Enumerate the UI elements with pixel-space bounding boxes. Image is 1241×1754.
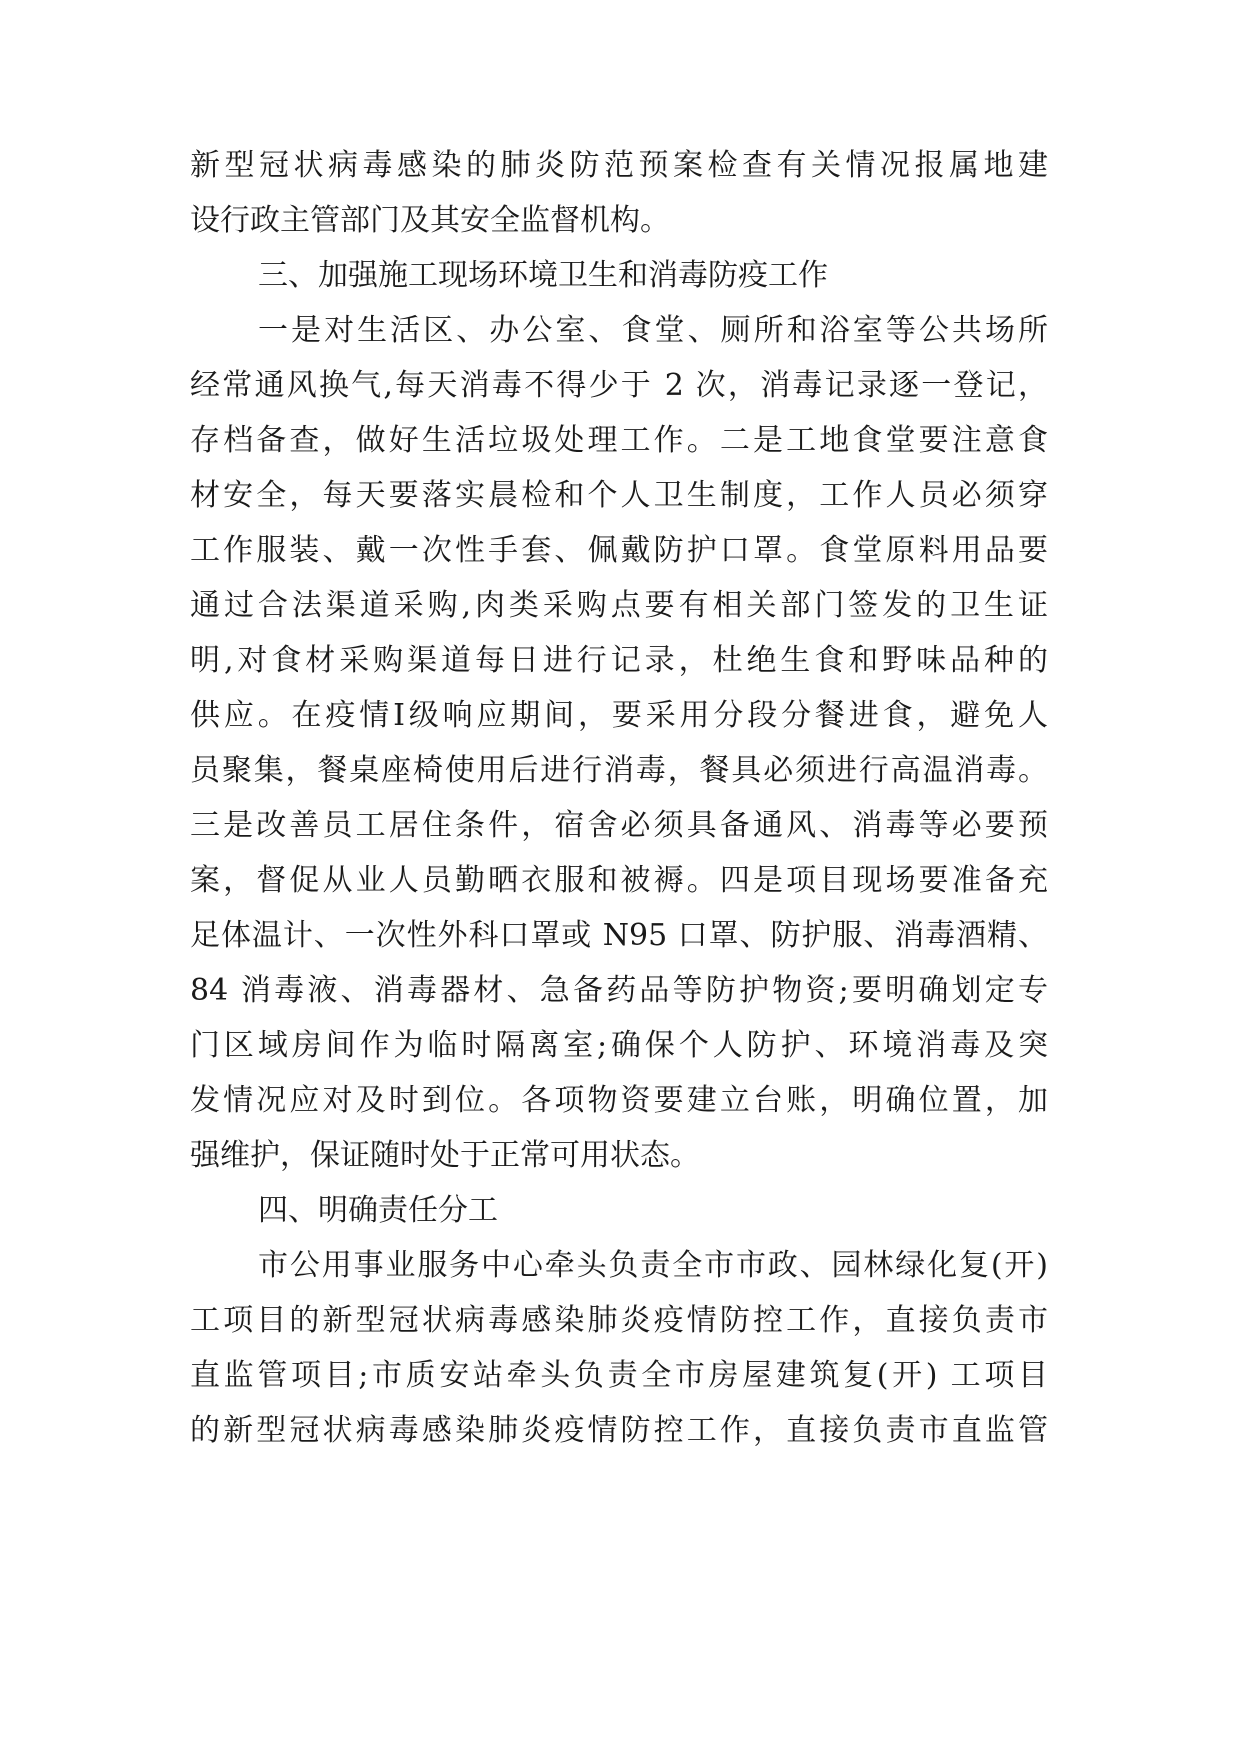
text-line: 通过合法渠道采购,肉类采购点要有相关部门签发的卫生证 (190, 588, 1048, 623)
text-line: 存档备查，做好生活垃圾处理工作。二是工地食堂要注意食 (190, 423, 1048, 458)
text-line: 明,对食材采购渠道每日进行记录，杜绝生食和野味品种的 (190, 643, 1048, 678)
text-line: 的新型冠状病毒感染肺炎疫情防控工作，直接负责市直监管 (190, 1413, 1048, 1448)
text-line: 经常通风换气,每天消毒不得少于 2 次，消毒记录逐一登记， (190, 368, 1048, 403)
text-line: 供应。在疫情Ⅰ级响应期间，要采用分段分餐进食，避免人 (190, 698, 1048, 733)
section-3 (190, 248, 1048, 1183)
text-line: 工作服装、戴一次性手套、佩戴防护口罩。食堂原料用品要 (190, 533, 1048, 568)
text-line: 强维护，保证随时处于正常可用状态。 (190, 1138, 700, 1173)
text-line: 一是对生活区、办公室、食堂、厕所和浴室等公共场所 (258, 313, 1048, 348)
text-line: 直监管项目;市质安站牵头负责全市房屋建筑复(开) 工项目 (190, 1358, 1048, 1393)
section-heading: 三、加强施工现场环境卫生和消毒防疫工作 (258, 258, 828, 293)
text-line: 市公用事业服务中心牵头负责全市市政、园林绿化复(开) (258, 1248, 1048, 1283)
text-line: 足体温计、一次性外科口罩或 N95 口罩、防护服、消毒酒精、 (190, 918, 1048, 953)
section-4 (190, 1183, 1048, 1458)
text-line: 设行政主管部门及其安全监督机构。 (190, 203, 670, 238)
text-line: 门区域房间作为临时隔离室;确保个人防护、环境消毒及突 (190, 1028, 1048, 1063)
text-line: 84 消毒液、消毒器材、急备药品等防护物资;要明确划定专 (190, 973, 1048, 1008)
text-line: 员聚集，餐桌座椅使用后进行消毒，餐具必须进行高温消毒。 (190, 753, 1048, 788)
intro-paragraph (190, 138, 1048, 248)
text-line: 材安全，每天要落实晨检和个人卫生制度，工作人员必须穿 (190, 478, 1048, 513)
text-line: 新型冠状病毒感染的肺炎防范预案检查有关情况报属地建 (190, 148, 1048, 183)
text-line: 案，督促从业人员勤晒衣服和被褥。四是项目现场要准备充 (190, 863, 1048, 898)
text-line: 工项目的新型冠状病毒感染肺炎疫情防控工作，直接负责市 (190, 1303, 1048, 1338)
document-body (190, 138, 1048, 1458)
section-heading: 四、明确责任分工 (258, 1193, 498, 1228)
text-line: 三是改善员工居住条件，宿舍必须具备通风、消毒等必要预 (190, 808, 1048, 843)
text-line: 发情况应对及时到位。各项物资要建立台账，明确位置，加 (190, 1083, 1048, 1118)
